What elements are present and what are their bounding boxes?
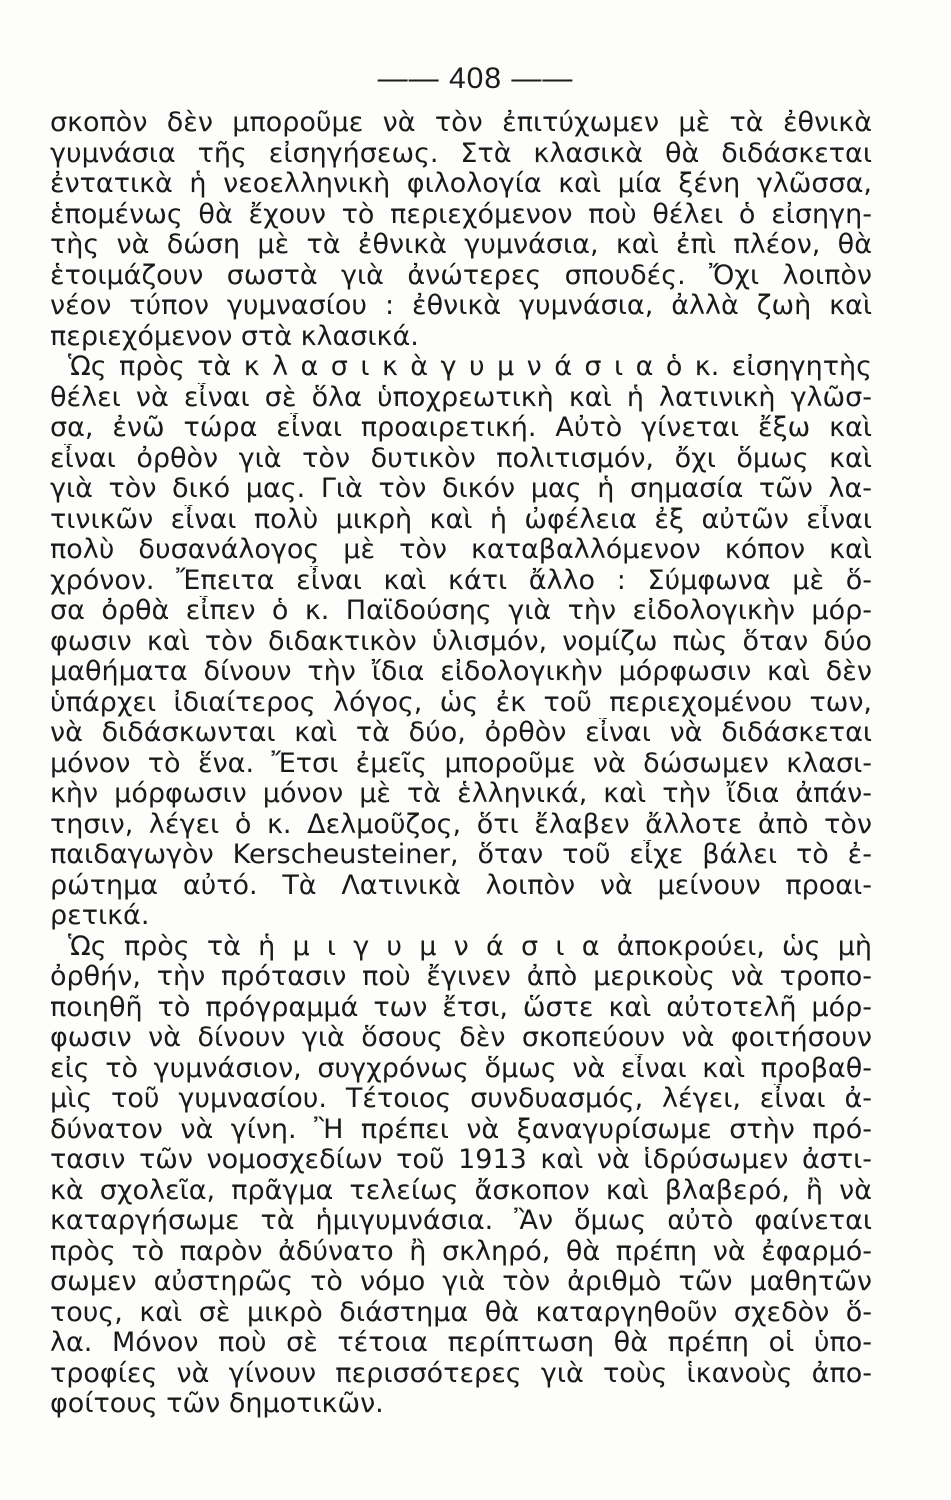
text-line: σωμεν αὐστηρῶς τὸ νόμο γιὰ τὸν ἀριθμὸ τῶν μαθητῶν bbox=[50, 1267, 872, 1297]
text-line: ρώτημα αὐτό. Τὰ Λατινικὰ λοιπὸν νὰ μείνουν προαι- bbox=[50, 870, 872, 901]
text-line: τινικῶν εἶναι πολὺ μικρὴ καὶ ἡ ὠφέλεια ἐξ αὐτῶν εἶναι bbox=[50, 504, 872, 535]
text-line: φωσιν νὰ δίνουν γιὰ ὅσους δὲν σκοπεύουν νὰ φοιτήσουν bbox=[50, 1023, 872, 1053]
text-line: Ὡς πρὸς τὰ κ λ α σ ι κ ὰ γ υ μ ν ά σ ι α ὁ κ. εἰσηγητὴς bbox=[68, 352, 872, 382]
text-line: καταργήσωμε τὰ ἡμιγυμνάσια. Ἂν ὅμως αὐτὸ φαίνεται bbox=[50, 1206, 872, 1236]
text-line: Ὡς πρὸς τὰ ἡ μ ι γ υ μ ν ά σ ι α ἀποκρούει, ὡς μὴ bbox=[68, 931, 872, 962]
text-line: νέον τύπον γυμνασίου : ἐθνικὰ γυμνάσια, ἀλλὰ ζωὴ καὶ bbox=[50, 291, 872, 321]
text-line: σκοπὸν δὲν μποροῦμε νὰ τὸν ἐπιτύχωμεν μὲ τὰ ἐθνικὰ bbox=[50, 108, 872, 138]
text-line: παιδαγωγὸν Kerscheusteiner, ὅταν τοῦ εἶχε βάλει τὸ ἐ- bbox=[50, 840, 872, 870]
text-line: τασιν τῶν νομοσχεδίων τοῦ 1913 καὶ νὰ ἱδρύσωμεν ἀστι- bbox=[50, 1145, 872, 1175]
text-line: γιὰ τὸν δικό μας. Γιὰ τὸν δικόν μας ἡ σημασία τῶν λα- bbox=[50, 474, 872, 504]
text-line: κὰ σχολεῖα, πρᾶγμα τελείως ἄσκοπον καὶ βλαβερό, ἢ νὰ bbox=[50, 1175, 872, 1206]
text-line: τους, καὶ σὲ μικρὸ διάστημα θὰ καταργηθοῦν σχεδὸν ὅ- bbox=[50, 1297, 872, 1328]
text-line: τροφίες νὰ γίνουν περισσότερες γιὰ τοὺς ἱκανοὺς ἀπο- bbox=[50, 1358, 872, 1389]
text-line: ρετικά. bbox=[50, 901, 150, 931]
text-line: ἑτοιμάζουν σωστὰ γιὰ ἀνώτερες σπουδές. Ὄχι λοιπὸν bbox=[50, 260, 872, 291]
text-line: φοίτους τῶν δημοτικῶν. bbox=[50, 1389, 384, 1419]
text-line: ὀρθήν, τὴν πρότασιν ποὺ ἔγινεν ἀπὸ μερικοὺς νὰ τροπο- bbox=[50, 962, 872, 992]
text-line: ὑπάρχει ἰδιαίτερος λόγος, ὡς ἐκ τοῦ περιεχομένου των, bbox=[50, 687, 872, 718]
text-line: σα, ἐνῶ τώρα εἶναι προαιρετική. Αὐτὸ γίνεται ἔξω καὶ bbox=[50, 413, 872, 443]
text-line: μὶς τοῦ γυμνασίου. Τέτοιος συνδυασμός, λέγει, εἶναι ἀ- bbox=[50, 1084, 872, 1114]
text-line: τὴς νὰ δώση μὲ τὰ ἐθνικὰ γυμνάσια, καὶ ἐπὶ πλέον, θὰ bbox=[50, 230, 872, 260]
text-line: μαθήματα δίνουν τὴν ἴδια εἰδολογικὴν μόρφωσιν καὶ δὲν bbox=[50, 657, 872, 687]
text-line: ἑπομένως θὰ ἔχουν τὸ περιεχόμενον ποὺ θέλει ὁ εἰσηγη- bbox=[50, 199, 872, 230]
text-line: περιεχόμενον στὰ κλασικά. bbox=[50, 321, 419, 352]
text-line: φωσιν καὶ τὸν διδακτικὸν ὑλισμόν, νομίζω πὼς ὅταν δύο bbox=[50, 626, 872, 657]
text-line: πρὸς τὸ παρὸν ἀδύνατο ἢ σκληρό, θὰ πρέπη νὰ ἐφαρμό- bbox=[50, 1236, 872, 1267]
text-line: σα ὀρθὰ εἶπεν ὁ κ. Παϊδούσης γιὰ τὴν εἰδολογικὴν μόρ- bbox=[50, 596, 872, 626]
text-line: χρόνον. Ἔπειτα εἶναι καὶ κάτι ἄλλο : Σύμφωνα μὲ ὅ- bbox=[50, 565, 872, 596]
text-line: πολὺ δυσανάλογος μὲ τὸν καταβαλλόμενον κόπον καὶ bbox=[50, 535, 872, 565]
text-line: κὴν μόρφωσιν μόνον μὲ τὰ ἑλληνικά, καὶ τὴν ἴδια ἀπάν- bbox=[50, 779, 872, 809]
text-line: ἐντατικὰ ἡ νεοελληνικὴ φιλολογία καὶ μία ξένη γλῶσσα, bbox=[50, 169, 872, 199]
text-line: μόνον τὸ ἕνα. Ἔτσι ἐμεῖς μποροῦμε νὰ δώσωμεν κλασι- bbox=[50, 748, 872, 779]
page-number: —— 408 —— bbox=[377, 62, 574, 95]
text-line: γυμνάσια τῆς εἰσηγήσεως. Στὰ κλασικὰ θὰ διδάσκεται bbox=[50, 138, 872, 169]
text-line: τησιν, λέγει ὁ κ. Δελμοῦζος, ὅτι ἔλαβεν ἄλλοτε ἀπὸ τὸν bbox=[50, 809, 872, 840]
text-line: θέλει νὰ εἶναι σὲ ὅλα ὑποχρεωτικὴ καὶ ἡ λατινικὴ γλῶσ- bbox=[50, 382, 872, 413]
text-line: δύνατον νὰ γίνη. Ἢ πρέπει νὰ ξαναγυρίσωμε στὴν πρό- bbox=[50, 1114, 872, 1145]
text-line: νὰ διδάσκωνται καὶ τὰ δύο, ὀρθὸν εἶναι νὰ διδάσκεται bbox=[50, 718, 872, 748]
text-line: ποιηθῆ τὸ πρόγραμμά των ἔτσι, ὥστε καὶ αὐτοτελῆ μόρ- bbox=[50, 992, 872, 1023]
text-line: εἶναι ὀρθὸν γιὰ τὸν δυτικὸν πολιτισμόν, ὄχι ὅμως καὶ bbox=[50, 443, 872, 474]
body-text bbox=[50, 108, 872, 1420]
text-line: εἰς τὸ γυμνάσιον, συγχρόνως ὅμως νὰ εἶναι καὶ προβαθ- bbox=[50, 1053, 872, 1084]
text-line: λα. Μόνον ποὺ σὲ τέτοια περίπτωση θὰ πρέπη οἱ ὑπο- bbox=[50, 1328, 872, 1358]
